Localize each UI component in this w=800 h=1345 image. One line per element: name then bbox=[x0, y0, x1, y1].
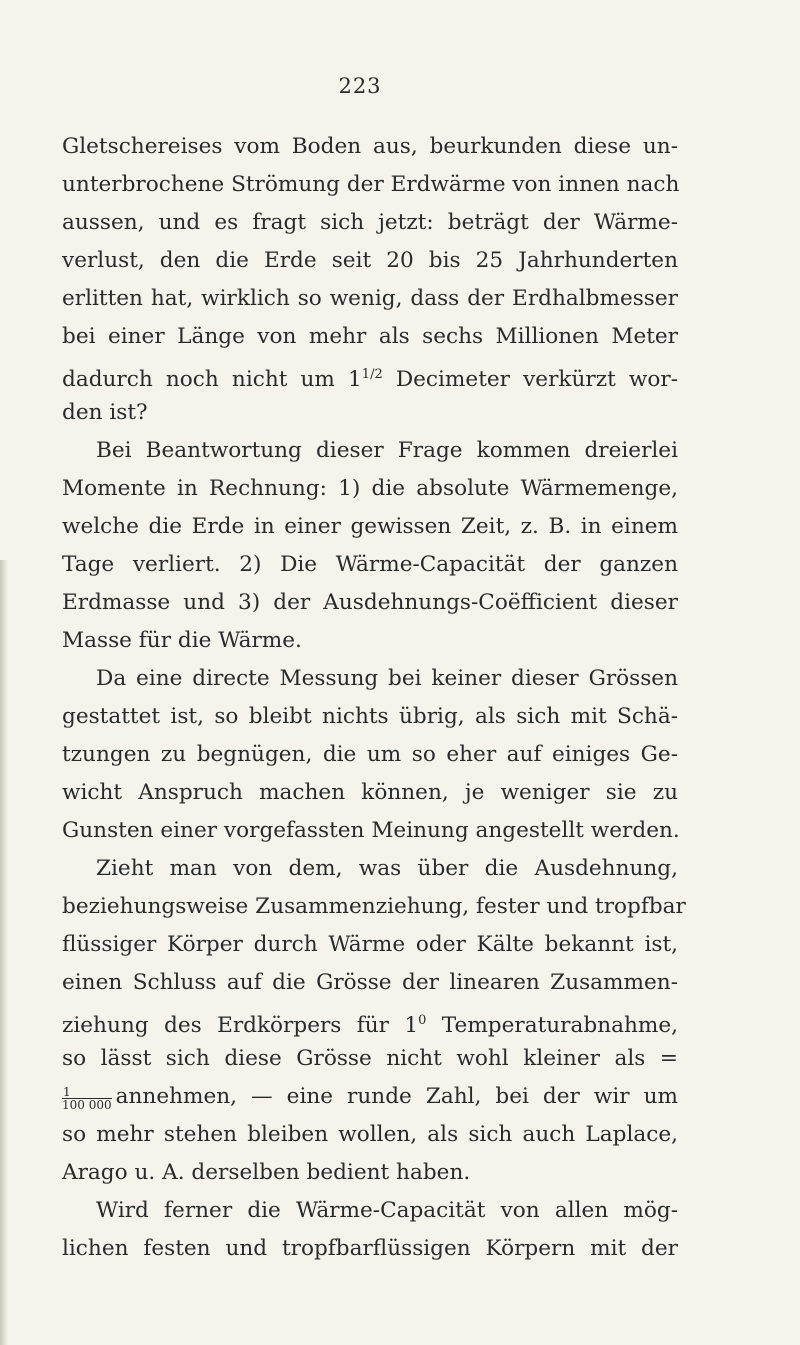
text-line: wicht Anspruch machen können, je weniger sie zu bbox=[62, 780, 678, 805]
text-line: Tage verliert. 2) Die Wärme-Capacität der ganzen bbox=[62, 552, 678, 577]
text-line: beziehungsweise Zusammenziehung, fester und tropfbar bbox=[62, 894, 686, 919]
text-line: Gunsten einer vorgefassten Meinung angestellt werden. bbox=[62, 818, 680, 843]
degree-sign: 0 bbox=[418, 1013, 427, 1028]
text-line: Zieht man von dem, was über die Ausdehnung, bbox=[96, 856, 678, 881]
text-line: unterbrochene Strömung der Erdwärme von innen nach bbox=[62, 172, 680, 197]
text-line: tzungen zu begnügen, die um so eher auf einiges Ge- bbox=[62, 742, 678, 767]
page-number: 223 bbox=[338, 74, 382, 98]
text-segment: Decimeter verkürzt wor- bbox=[382, 367, 678, 392]
fraction-inline: 1/2 bbox=[361, 367, 383, 382]
text-segment: dadurch noch nicht um bbox=[62, 367, 349, 392]
text-line: Wird ferner die Wärme-Capacität von allen mög- bbox=[96, 1198, 678, 1223]
text-line: welche die Erde in einer gewissen Zeit, z. B. in einem bbox=[62, 514, 678, 539]
page-edge-shadow bbox=[0, 560, 8, 1345]
text-line: einen Schluss auf die Grösse der linearen Zusammen- bbox=[62, 970, 678, 995]
text-line: dadurch noch nicht um $1^{1/2}$ Decimeter verkürzt wor- bbox=[62, 367, 678, 392]
text-line: lichen festen und tropfbarflüssigen Körpern mit der bbox=[62, 1236, 678, 1261]
text-segment: ziehung des Erdkörpers für 1 bbox=[62, 1013, 419, 1038]
text-line: so mehr stehen bleiben wollen, als sich auch Laplace, bbox=[62, 1122, 678, 1147]
text-line: flüssiger Körper durch Wärme oder Kälte bekannt ist, bbox=[62, 932, 678, 957]
text-line: bei einer Länge von mehr als sechs Millionen Meter bbox=[62, 324, 678, 349]
text-line: Da eine directe Messung bei keiner dieser Grössen bbox=[96, 666, 678, 691]
text-line: Bei Beantwortung dieser Frage kommen dreierlei bbox=[96, 438, 678, 463]
text-line: so lässt sich diese Grösse nicht wohl kleiner als = bbox=[62, 1046, 678, 1071]
text-line: verlust, den die Erde seit 20 bis 25 Jahrhunderten bbox=[62, 248, 678, 273]
text-line bbox=[62, 1078, 678, 1116]
fraction-denominator: 100 000 bbox=[62, 1098, 112, 1112]
text-line: gestattet ist, so bleibt nichts übrig, als sich mit Schä- bbox=[62, 704, 678, 729]
body-text bbox=[62, 128, 686, 1268]
text-line: erlitten hat, wirklich so wenig, dass der Erdhalbmesser bbox=[62, 286, 678, 311]
text-line: Masse für die Wärme. bbox=[62, 628, 302, 653]
text-line: Gletschereises vom Boden aus, beurkunden diese un- bbox=[62, 134, 678, 159]
text-line: Arago u. A. derselben bedient haben. bbox=[62, 1160, 471, 1185]
text-line: Erdmasse und 3) der Ausdehnungs-Coëfficient dieser bbox=[62, 590, 678, 615]
text-line: Momente in Rechnung: 1) die absolute Wärmemenge, bbox=[62, 476, 678, 501]
text-line bbox=[62, 1002, 678, 1040]
fraction-numerator: 1 bbox=[62, 1086, 112, 1099]
fraction bbox=[62, 1086, 112, 1111]
text-line: den ist? bbox=[62, 400, 148, 425]
text-segment: annehmen, — eine runde Zahl, bei der wir um bbox=[115, 1084, 678, 1109]
text-segment: Temperaturabnahme, bbox=[426, 1013, 679, 1038]
text-line: aussen, und es fragt sich jetzt: beträgt der Wärme- bbox=[62, 210, 678, 235]
